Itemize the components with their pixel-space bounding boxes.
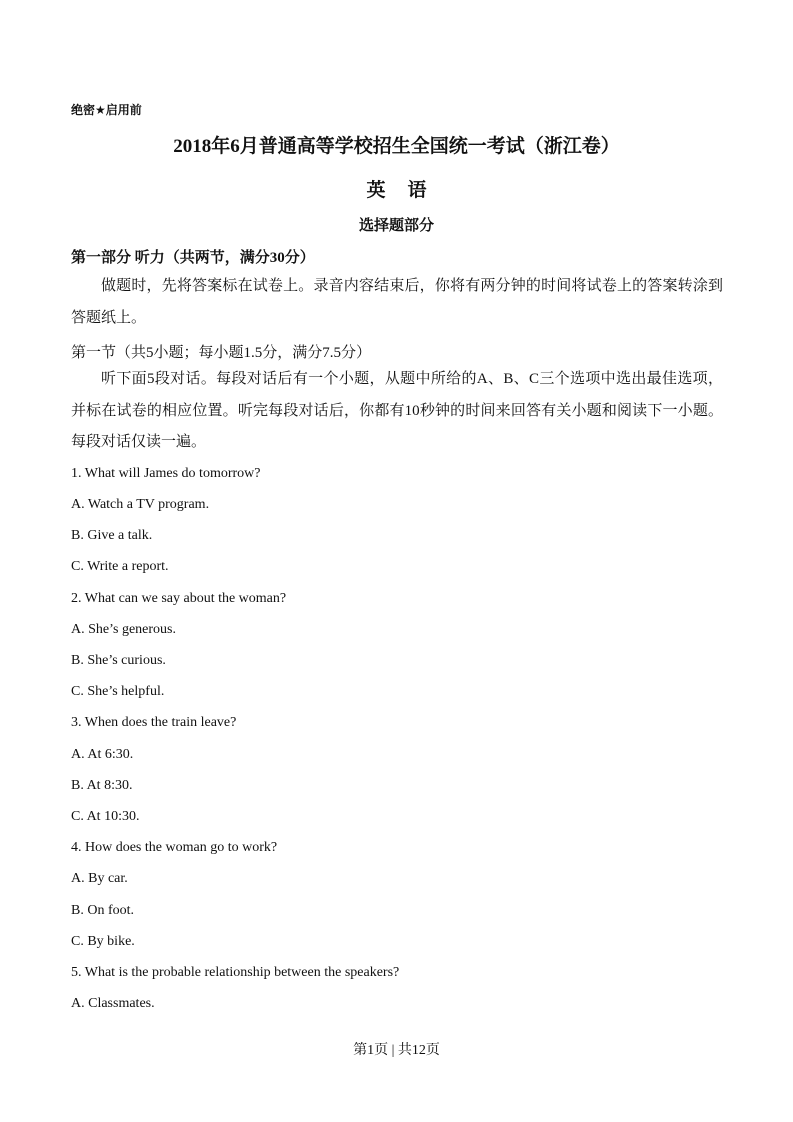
option-line: A. She’s generous. <box>71 622 176 637</box>
section-heading: 第一部分 听力（共两节，满分30分） <box>71 250 315 266</box>
option-line: C. At 10:30. <box>71 809 140 824</box>
confidential-label: 绝密★启用前 <box>71 103 142 117</box>
question-line: 3. When does the train leave? <box>71 715 237 730</box>
option-line: A. Classmates. <box>71 996 155 1011</box>
question-line: 4. How does the woman go to work? <box>71 840 278 855</box>
page-footer: 第1页 | 共12页 <box>353 1043 440 1058</box>
subsection-heading: 第一节（共5小题；每小题1.5分，满分7.5分） <box>71 345 372 361</box>
part-heading: 选择题部分 <box>358 218 434 234</box>
listening-instruction: 做题时，先将答案标在试卷上。录音内容结束后，你将有两分钟的时间将试卷上的答案转涂到答题纸上。 <box>71 278 723 326</box>
option-line: B. She’s curious. <box>71 653 166 668</box>
option-line: B. Give a talk. <box>71 528 153 543</box>
option-line: B. On foot. <box>71 903 134 918</box>
question-line: 1. What will James do tomorrow? <box>71 466 261 481</box>
option-line: C. By bike. <box>71 934 135 949</box>
question-line: 5. What is the probable relationship between the speakers? <box>71 965 400 980</box>
subject-title: 英语 <box>366 180 449 201</box>
exam-title: 2018年6月普通高等学校招生全国统一考试（浙江卷） <box>173 136 620 157</box>
option-line: A. At 6:30. <box>71 747 134 762</box>
option-line: A. By car. <box>71 871 128 886</box>
option-line: C. She’s helpful. <box>71 684 165 699</box>
subsection-instruction: 听下面5段对话。每段对话后有一个小题，从题中所给的A、B、C三个选项中选出最佳选项，并标在试卷的相应位置。听完每段对话后，你都有10秒钟的时间来回答有关小题和阅读下一小题。每段对话仅读一遍。 <box>71 371 723 450</box>
option-line: C. Write a report. <box>71 559 169 574</box>
option-line: A. Watch a TV program. <box>71 497 210 512</box>
option-line: B. At 8:30. <box>71 778 133 793</box>
question-line: 2. What can we say about the woman? <box>71 591 287 606</box>
